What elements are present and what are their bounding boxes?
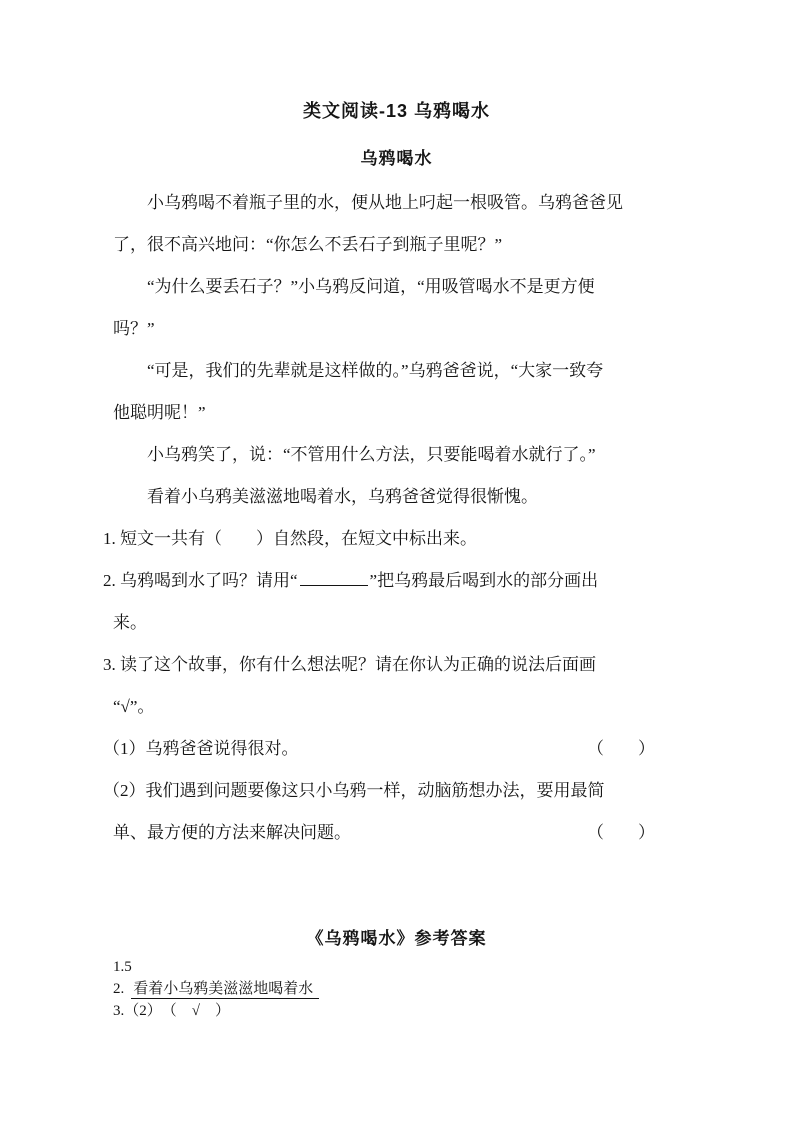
answer-blank-underline bbox=[300, 569, 368, 586]
question-2 bbox=[103, 560, 680, 602]
answer-2 bbox=[113, 978, 680, 1000]
story-title: 乌鸦喝水 bbox=[360, 149, 433, 168]
answers-heading: 《乌鸦喝水》参考答案 bbox=[306, 929, 487, 948]
answer-3: 3.（2） （ √ ） bbox=[113, 1003, 230, 1019]
question-2-prefix: 2. 乌鸦喝到水了吗？请用“ bbox=[103, 571, 298, 590]
option-2-row-line-2 bbox=[113, 812, 680, 854]
question-3-continuation: “√”。 bbox=[113, 697, 155, 716]
option-2-answer-bracket: （ ） bbox=[587, 823, 655, 842]
answers-section bbox=[113, 956, 680, 1022]
page-title: 类文阅读-13 乌鸦喝水 bbox=[302, 101, 491, 121]
option-1-text: （1）乌鸦爸爸说得很对。 bbox=[103, 739, 299, 758]
story-line: 他聪明呢！” bbox=[113, 403, 206, 422]
story-and-questions bbox=[103, 182, 680, 854]
question-3: 3. 读了这个故事，你有什么想法呢？请在你认为正确的说法后面画 bbox=[103, 655, 596, 674]
answer-2-number: 2. bbox=[113, 981, 125, 997]
question-1: 1. 短文一共有（ ）自然段，在短文中标出来。 bbox=[103, 529, 477, 548]
option-1-row bbox=[103, 728, 680, 770]
option-1-answer-bracket: （ ） bbox=[587, 739, 655, 758]
story-line: 小乌鸦喝不着瓶子里的水，便从地上叼起一根吸管。乌鸦爸爸见 bbox=[147, 193, 623, 212]
story-line: 小乌鸦笑了，说：“不管用什么方法，只要能喝着水就行了。” bbox=[147, 445, 596, 464]
answer-1: 1.5 bbox=[113, 959, 132, 975]
story-line: “为什么要丢石子？”小乌鸦反问道，“用吸管喝水不是更方便 bbox=[147, 277, 595, 296]
option-2-row-line-1: （2）我们遇到问题要像这只小乌鸦一样，动脑筋想办法，要用最简 bbox=[103, 781, 605, 800]
question-2-suffix: ”把乌鸦最后喝到水的部分画出 bbox=[369, 571, 599, 590]
question-2-continuation: 来。 bbox=[113, 613, 147, 632]
story-line: “可是，我们的先辈就是这样做的。”乌鸦爸爸说，“大家一致夸 bbox=[147, 361, 604, 380]
story-line: 吗？” bbox=[113, 319, 155, 338]
option-2-text: 单、最方便的方法来解决问题。 bbox=[113, 823, 351, 842]
story-line: 看着小乌鸦美滋滋地喝着水，乌鸦爸爸觉得很惭愧。 bbox=[147, 487, 538, 506]
story-line: 了，很不高兴地问：“你怎么不丢石子到瓶子里呢？” bbox=[113, 235, 503, 254]
answer-2-underlined-text: 看着小乌鸦美滋滋地喝着水 bbox=[131, 981, 319, 999]
